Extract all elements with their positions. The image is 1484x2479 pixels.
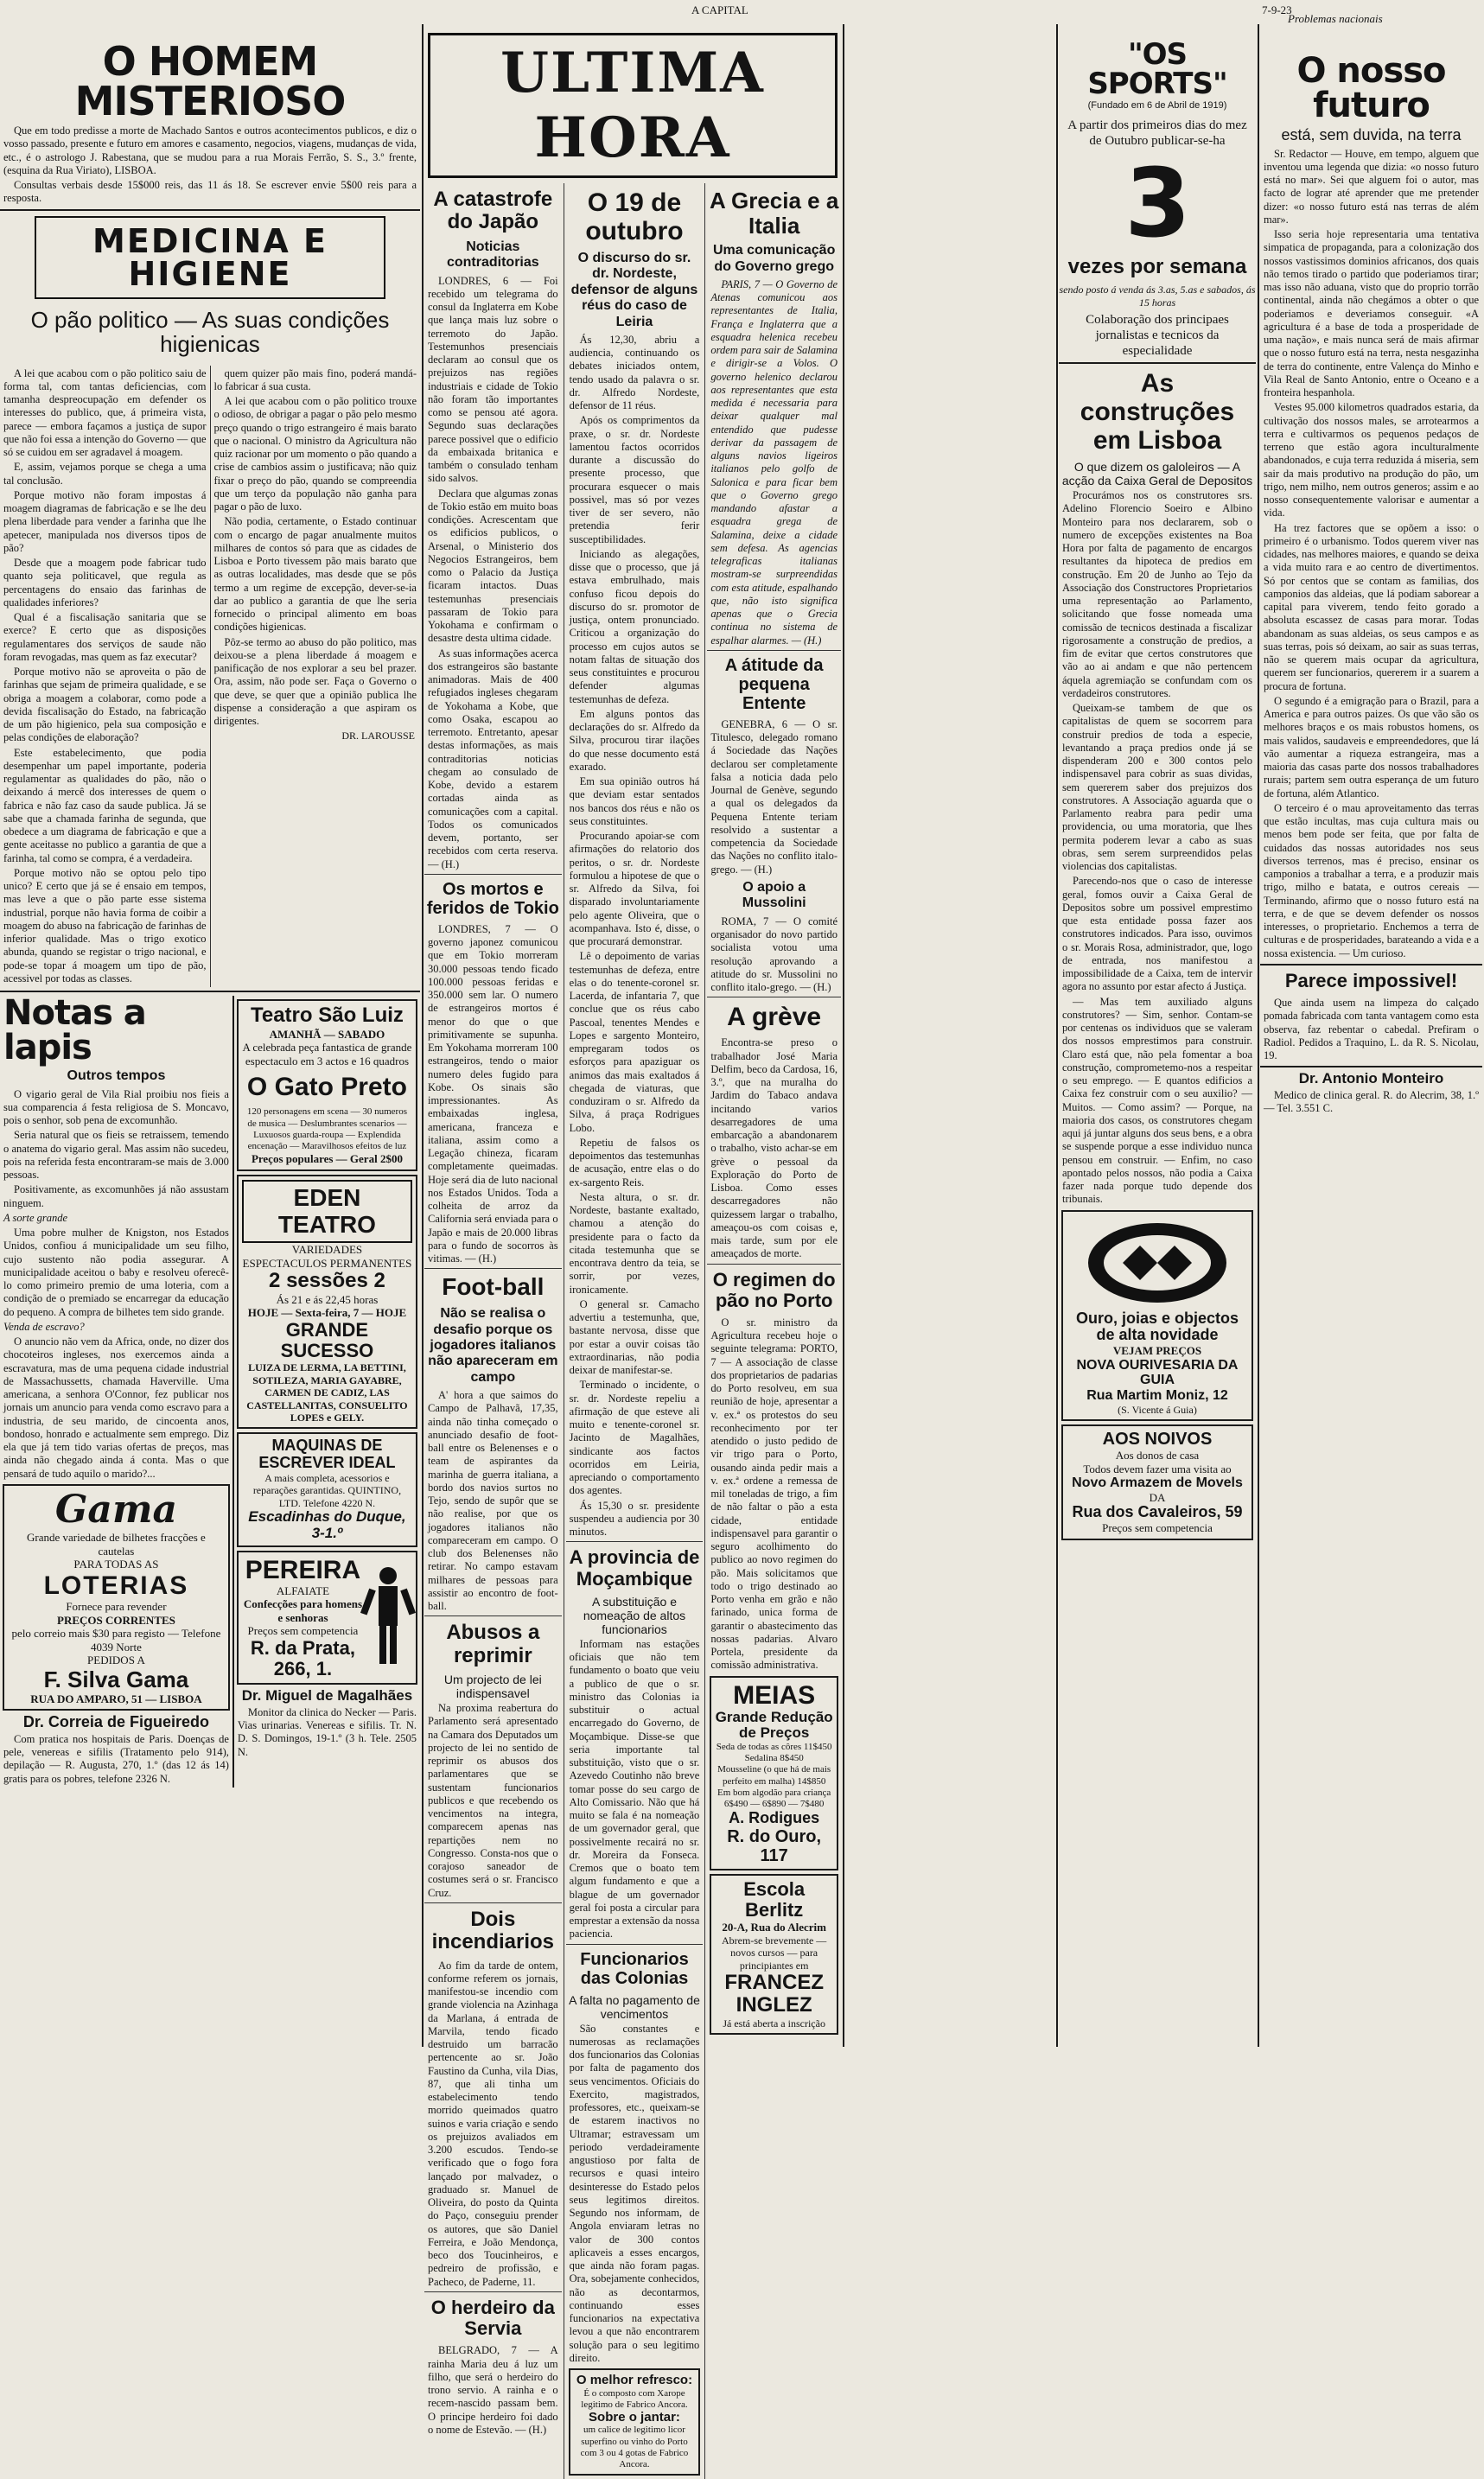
venda-label: Venda de escravo? — [3, 1320, 85, 1333]
gama-logo: Gama — [54, 1487, 178, 1532]
mocambique-p: Informam nas estações oficiais que não tem fundamento o boato que veiu a publico de que o sr. ministro das Colonias ia substituir o actual encarregado do Governo, de Moçambique. Disse-se que seria importante tal substituição, visto que o sr. Azevedo Coutinho não breve tomar posse do seu cargo de Alto Comissario. Não que há muito se fala é na nomeação de um governador geral, que possivelmente recairá no sr. dr. Moreira da Fonseca. Cremos que o boato tem algum fundamento e que a blague de um governador geral foi posta a circular para emprestar a extensão da nossa paciencia. — [569, 1637, 700, 1941]
futuro-p1: Sr. Redactor — Houve, em tempo, alguem que inventou uma legenda que dizia: «o nosso futuro está no mar». Sei que alguem foi o autor, mas facto de lograr até aprender que me pretender dizer: «o nosso futuro está nas terras de além mar». — [1264, 147, 1479, 226]
jewelry-logo-icon — [1067, 1215, 1248, 1310]
gama-l7: PEDIDOS A — [87, 1654, 145, 1667]
notas-p3: Positivamente, as excomunhões já não assustam ninguem. — [3, 1183, 229, 1209]
japao-p3: As suas informações acerca dos estrangeiros são bastante animadoras. Mais de 400 refugiados ingleses chegaram de Yokohama a Kobe, que como Osaka, escapou ao terremoto. Entretanto, apesar destas informações, as mais contraditorias noticias chegam ao consulado de Kobe, devido a estarem cortadas ainda as comunicações com a capital. Todos os comunicados devem, portanto, ser recebidos com certa reserva. — (H.) — [428, 647, 558, 870]
outubro-p10: O general sr. Camacho advertiu a testemunha, que, bastante nervosa, disse que por estar a ouvir coisas tão extraordinarias, não podia deixar de manifestar-se. — [569, 1297, 700, 1377]
divider — [424, 1268, 562, 1269]
outubro-p8: Repetiu de falsos os depoimentos das testemunhas de acusação, entre elas o do ex-sargento Reis. — [569, 1136, 700, 1189]
col5-kicker: Problemas nacionais — [1288, 12, 1383, 25]
futuro-p4: Ha trez factores que se opõem a isso: o primeiro é o urbanismo. Todos querem viver nas cidades, nas melhores maiores, e quando se deixa a vida muito rara e ao centro de divertimentos. Só por centos que se contam as familias, dos camponios das aldeias, que lá podiam saborear a capital para viverem, tendo feito gorado a absoluta escassez de casas para morar. Todas abandonam as suas aldeias, os seus campos e as suas terras, pois só deixam, ao sair as suas terras, não se querem mais ocupar da agricultura, querem ser funcionarios, quererem ir a suarem a procura de fortuna. — [1264, 521, 1479, 692]
pao-p3: Porque motivo não foram impostas á moagem diagramas de fabricação e se lhe deu plena liberdade para vender a farinha que lhe apetecer, manipulada nos diversos tipos de pão? — [3, 488, 207, 554]
pao-p6: Porque motivo não se aproveita o pão de farinhas que sejam de primeira qualidade, e se obriga a moagem a colaborar, como pode a devida fiscalisação do Estado, na fabricação de um pão higienico, pela sua composição e pelas condições de elaboração? — [3, 666, 207, 744]
futuro-p5: O segundo é a emigração para o Brazil, para a America e para outros paizes. Os que vão são os melhores braços e os mais robustos homens, os mais validos, saudaveis e empreendedores, que lá vão aumentar a riqueza estrangeira, mas a maioria das casas parte dos nossos trabalhadores rurais; partem sem outra esperança de um futuro de fortuna, além Atlantico. — [1264, 694, 1479, 800]
sports-l4: Colaboração dos principaes jornalistas e tecnicos da especialidade — [1086, 313, 1229, 359]
sorte-label: A sorte grande — [3, 1211, 68, 1224]
berlitz-l2: Abrem-se brevemente — novos cursos — para principiantes em — [722, 1934, 827, 1972]
correia-text: Com pratica nos hospitais de Paris. Doenças de pele, venereas e sifilis (Tratamento pelo 914), depilação — R. Augusta, 270, 1.º (das 12 ás 14) gratis para os pobres, telefone 2326 N. — [3, 1732, 229, 1785]
impossivel-title: Parece impossivel! — [1284, 969, 1458, 991]
dois-p: Ao fim da tarde de ontem, conforme referem os jornais, manifestou-se incendio com grande violencia na Azinhaga da Marlana, á entrada de Marvila, tendo ficado destruido um barracão pertencente ao sr. João Faustino da Cunha, vila Dias, 87, que ali tinha um estabelecimento tendo morrido queimados quatro suinos e varia criação e sendo os prejuizos avaliados em 3.200 escudos. Tendo-se verificado que o fogo fora lançado por malvadez, o graduado sr. Manuel de Oliveira, do posto da Quinta do Paço, conseguiu prender os autores, que são Daniel Ferreira, e João Mendonça, beco dos Toucinheiros, e pedreiro de profissão, e Pacheco, de Paderne, 11. — [428, 1959, 558, 2288]
homem-misterioso-title: O HOMEM MISTERIOSO — [74, 38, 346, 124]
monteiro-title: Dr. Antonio Monteiro — [1298, 1070, 1444, 1087]
divider — [566, 1944, 704, 1945]
berlitz-title: Escola Berlitz — [743, 1877, 806, 1921]
japao-p2: Declara que algumas zonas de Tokio estão em muito boas condições. Acrescentam que os edificios publicos, o Arsenal, o Ministerio dos Negocios Estrangeiros, bem como o Palacio da Justiça ficaram intactos. Duas testemunhas presenciais passaram de Tokio para Yokohama e confirmam o desastre desta ultima cidade. — [428, 487, 558, 645]
outubro-p1: Ás 12,30, abriu a audiencia, continuando os debates iniciados ontem, tendo usado da palavra o sr. dr. Alfredo Nordeste, defensor de 11 réus. — [569, 333, 700, 412]
homem-intro: Que em todo predisse a morte de Machado Santos e outros acontecimentos publicos, e diz o vosso passado, presente e futuro em amores e casamento, negocios, viagens, mudanças de vida, etc., é o astrologo J. Rabestana, que se mudou para a rua Morais Ferrão, S. S., 3.º frente, (esquina da Rua Viriato), LISBOA. — [3, 124, 417, 176]
football-title: Foot-ball — [442, 1273, 545, 1301]
futuro-p3: Vestes 95.000 kilometros quadrados estaria, da cultivação dos nossos males, se arrotearmos a terra e cultivarmos os pequenos pedaços de terreno que estão agora inculturalmente abandonados, e cuja terra reduzida á miseria, sem sair da mais produtivo na produção do pão, um trigo, nem milho, nem outros generos; assim e ao nosso consequentemente valorisar e aumentar a vida. — [1264, 401, 1479, 519]
column-rule — [1258, 24, 1259, 2047]
maquinas-title: MAQUINAS DE ESCREVER IDEAL — [258, 1437, 396, 1472]
meias-l3: Mousseline (o que há de mais perfeito em malha) 14$850 — [717, 1764, 831, 1787]
meias-l6: R. do Ouro, 117 — [727, 1826, 822, 1865]
mussolini-title: O apoio a Mussolini — [742, 879, 806, 911]
construcoes-p1: Procurámos nos os construtores srs. Adelino Florencio Soeiro e Albino Monteiro para nos declararem, sob o numero de excepções existentes na Boa Hora por falta de pagamento de encargos resultantes da hipoteca de predios em construção. Em 20 de Junho ao Tejo da Associação dos Constructores Proprietarios uma representação ao Parlamento, solicitando que fosse nomeada uma comissão de tecnicos destinada a fiscalizar rigorosamente a construção de predios, a fim de evitar que certos construtores que vão ao ai andam e que não pertencem áquela agremiação se confundam com os verdadeiros construtores. — [1062, 489, 1252, 699]
berlitz-l4: INGLEZ — [736, 1993, 812, 2017]
mocambique-sub: A substituição e nomeação de altos funcionarios — [583, 1594, 686, 1636]
noivos-l3: Todos devem fazer uma visita ao — [1083, 1462, 1232, 1475]
pao-title: O pão politico — As suas condições higienicas — [30, 306, 390, 358]
construcoes-p4: — Mas tem auxiliado alguns construtores? — Sim, senhor. Contam-se por centenas os individuos que se valeram dos nossos emprestimos para construir. Claro está que, não pela fomentar a boa construção, comprometemo-nos a respeitar o seu emprego. — E quantos edificios a Caixa fez construir com o seu auxilio? — Muitos. — Como assim? — Porque, na maioria dos casos, os construtores chegam aqui já juntar alguns dos seus bens, e a obra se suspende porque a esse individuo nunca pensou em construir. — Enfim, no caso apontado pelos nossos, não podia a Caixa fazer nada porque tudo depende dos tribunais. — [1062, 995, 1252, 1206]
football-sub: Não se realisa o desafio porque os jogadores italianos não apareceram em campo — [428, 1306, 558, 1385]
page-number: 7-9-23 — [1262, 3, 1292, 16]
column-6 — [1260, 24, 1482, 2057]
meias-ad — [710, 1676, 838, 1870]
outubro-p5: Em sua opinião outros há que deviam estar sentados nos bancos dos réus e não os seus constituintes. — [569, 775, 700, 827]
divider — [1260, 964, 1482, 965]
column-5 — [1059, 24, 1256, 2057]
pao-r3: Não podia, certamente, o Estado continuar com o encargo de pagar anualmente muitos milhares de contos só para que as cidades de Lisboa e Porto tivessem pão mais barato que as outras localidades, mas desde que se pôs termo a um regime de excepção, dever-se-ia dar ao publico a garantia de que lhe seria fornecido o principal alimento em boas condições higienicas. — [213, 515, 417, 634]
abusos-sub: Um projecto de lei indispensavel — [443, 1673, 542, 1701]
ourivesaria-l4: Rua Martim Moniz, 12 — [1086, 1388, 1228, 1404]
gama-l4: Fornece para revender — [66, 1600, 167, 1613]
outubro-p9: Nesta altura, o sr. dr. Nordeste, bastante exaltado, chamou a atenção do presidente para o facto da citada testemunha que se encontrava dentro da teia, se sorrir, por vezes, ironicamente. — [569, 1190, 700, 1296]
dois-title: Dois incendiarios — [431, 1907, 555, 1954]
pao-columns — [0, 366, 420, 988]
ourivesaria-l5: (S. Vicente á Guia) — [1118, 1403, 1197, 1416]
construcoes-sub: O que dizem os galoleiros — A acção da Caixa Geral de Depositos — [1061, 460, 1253, 488]
divider — [424, 1615, 562, 1616]
japao-column — [424, 183, 564, 2479]
noivos-l6: Rua dos Cavaleiros, 59 — [1072, 1503, 1243, 1521]
meias-l1: Seda de todas as côres 11$450 — [716, 1742, 832, 1752]
maquinas-ad — [237, 1432, 417, 1546]
teatro-extra: 120 personagens em scena — 30 numeros de musica — Deslumbrantes scenarios — Luxuosos guarda-roupa — Explendida encenação — Maravilhosos efeitos de luz — [246, 1106, 407, 1151]
meias-title: MEIAS — [733, 1680, 816, 1710]
pereira-text — [242, 1556, 364, 1680]
teatro-title: Teatro São Luiz — [250, 1004, 404, 1028]
futuro-title: O nosso futuro — [1296, 51, 1446, 125]
column-1 — [0, 24, 420, 2057]
pao-p2: E, assim, vejamos porque se chega a uma tal conclusão. — [3, 461, 207, 487]
monteiro-text: Medico de clinica geral. R. do Alecrim, 38, 1.º — Tel. 3.551 C. — [1264, 1089, 1479, 1115]
teatro-desc: A celebrada peça fantastica de grande espectaculo em 3 actos e 16 quadros — [242, 1041, 412, 1067]
pao-right — [210, 366, 421, 988]
noivos-l2: Aos donos de casa — [1115, 1449, 1200, 1463]
outubro-p7: Lê o depoimento de varias testemunhas de defeza, entre elas o do tenente-coronel sr. Lacerda, de infantaria 7, que conclue que os réus cabo Pascoal, tenentes Mendes e Lopes e sargento Monteiro, empregaram todos os esforços para apaziguar os animos das mais exaltados á chegada de viaturas, que conduziram o sr. Alfredo da Silva, á praça Rodrigues Lobo. — [569, 950, 700, 1134]
construcoes-title: As construções em Lisboa — [1080, 369, 1235, 456]
entente-p: GENEBRA, 6 — O sr. Titulesco, delegado romano á Sociedade das Nações declarou ser completamente falsa a noticia dada pelo Journal de Genève, segundo a qual os delegados da Pequena Entente teriam resolvido a sustentar a competencia da Sociedade das Nações no conflito italo-grego. — (H.) — [710, 717, 838, 876]
pao-signature: DR. LAROUSSE — [341, 730, 415, 742]
pereira-l2: Confecções para homens e senhoras — [243, 1597, 363, 1624]
notas-column — [0, 993, 232, 1788]
ads-column — [232, 996, 420, 1788]
noivos-ad — [1061, 1424, 1253, 1540]
berlitz-l1: 20-A, Rua do Alecrim — [722, 1921, 826, 1934]
meias-l5: A. Rodigues — [729, 1809, 820, 1827]
gama-ad — [3, 1484, 230, 1711]
gama-l8: F. Silva Gama — [43, 1666, 189, 1692]
jantar-title: Sobre o jantar: — [589, 2409, 680, 2425]
correia-title: Dr. Correia de Figueiredo — [22, 1713, 209, 1731]
pao-p7: Este estabelecimento, que podia desempenhar um papel importante, poderia regulamentar as qualidades do pão, não o deixando á mercê dos interesses de quem o fabrica e não faz caso da saude publica. Já se sabe que a chamada farinha de segunda, que obedece a um diagrama de fabricação e que a gente aceitasse no publico a garantia de que a farinha, tal como se compra, é a verdadeira. — [3, 746, 207, 864]
divider — [707, 650, 841, 651]
ourivesaria-l1: Ouro, joias e objectos de alta novidade — [1075, 1309, 1239, 1344]
refresco-ad — [569, 2368, 701, 2476]
notas-p1: O vigario geral de Vila Rial proibiu nos fieis a sua comparencia á festa religiosa de S. Moncavo, pois o senhor, sob pena de excomunhão. — [3, 1087, 229, 1127]
outubro-p3: Iniciando as alegações, disse que o processo, que já estava embrulhado, mais confuso ficou depois do discurso do sr. promotor de justiça, ontem pronunciado. Criticou a organização do processo em cujos autos se notam faltas de situação dos seus constituintes e procurou defender algumas testemunhas de defeza. — [569, 547, 700, 705]
notas-sub: Outros tempos — [67, 1068, 166, 1084]
berlitz-l5: Já está aberta a inscrição — [723, 2017, 825, 2030]
medicina-title: MEDICINA E HIGIENE — [92, 221, 328, 293]
noivos-l5: DA — [1149, 1490, 1166, 1504]
mortos-title: Os mortos e feridos de Tokio — [426, 879, 559, 918]
outubro-title: O 19 de outubro — [585, 188, 684, 245]
herdeiro-p: BELGRADO, 7 — A rainha Maria deu á luz um filho, que será o herdeiro do trono servio. A rainha e o recem-nascido passam bem. O principe herdeiro foi dado o nome de Estevão. — (H.) — [428, 2344, 558, 2436]
medicina-box — [35, 216, 385, 299]
mussolini-p: ROMA, 7 — O comité organisador do novo partido socialista votou uma resolução aprovando a atitude do sr. Mussolini no conflito italo-grego. — (H.) — [710, 914, 838, 993]
meias-sub: Grande Redução de Preços — [715, 1708, 833, 1742]
page-header — [0, 0, 1484, 25]
eden-title: EDEN TEATRO — [242, 1180, 412, 1244]
berlitz-ad — [710, 1874, 838, 2035]
grecia-sub: Uma comunicação do Governo grego — [712, 243, 836, 274]
teatro-ad — [237, 999, 417, 1171]
eden-l3: 2 sessões 2 — [269, 1269, 385, 1293]
venda-p: O anuncio não vem da Africa, onde, no dizer dos chocoteiros ingleses, nos exercemos ainda a escravatura, mas de uma pequena cidade industrial de Massachussetts, chamada Haverville. Uma americana, a senhora O'Connor, fez publicar nos jornais um anuncio para venda como escravo para a industria, de seu marido, de cincoenta anos, bondoso, honrado e actualmente sem emprego. Diz ela que já tem tido varias ofertas de preços, mas ainda não chegado ainda á conta. Mas o que pensará de tudo aquilo o marido?... — [3, 1335, 229, 1480]
divider — [0, 209, 420, 211]
divider — [0, 991, 420, 992]
maquinas-l1: A mais completa, acessorios e reparações garantidas. QUINTINO, LTD. Telefone 4220 N. — [252, 1471, 402, 1509]
outubro-column — [564, 183, 705, 2479]
eden-l7: LUIZA DE LERMA, LA BETTINI, SOTILEZA, MARIA GAYABRE, CARMEN DE CADIZ, LAS CASTELLANITAS, CONSUELITO LOPES e GELY. — [246, 1361, 408, 1424]
sorte-p: Uma pobre mulher de Knigston, nos Estados Unidos, confiou á municipalidade um seu filho, cujo sustento não podia assegurar. A municipalidade aceitou o baby e resolveu oferecê-lo como primeiro premio de uma loteria, com a condição de o premiado se encarregar da educação do pequeno. A compra de bilhetes tem sido grande. — [3, 1227, 229, 1318]
pao-r2: A lei que acabou com o pão politico trouxe o odioso, de obrigar a pagar o pão pelo mesmo preço quando o trigo estrangeiro é mais barato que o nacional. O ministro da Agricultura não quiz racionar por um momento o pão quando a crise de cambios assim o justificava; não quiz fixar o preço do pão, quando se compreendia que um terço da população não ganha para pagar o pão de luxo. — [213, 395, 417, 513]
notas-p2: Seria natural que os fieis se retraissem, temendo o anatema do vigario geral. Mas assim não sucedeu, pois na referida festa encontraram-se mais de 3.000 pessoas. — [3, 1129, 229, 1182]
outubro-sub: O discurso do sr. dr. Nordeste, defensor de alguns réus do caso de Leiria — [570, 251, 698, 329]
grecia-column — [704, 183, 841, 2479]
football-p: A' hora a que saimos do Campo de Palhavã, 17,35, ainda não tinha começado o anunciado desafio de foot-ball entre os Belenenses e o team de aspirantes da marinha de guerra italiana, a bordo dos navios surtos no Tejo, sendo de supôr que se não realise, por que os jogadores italianos não compareceram em campo. O club dos Belenenses não retirar. No campo estavam milhares de pessoas para assistir ao encontro de foot-ball. — [428, 1389, 558, 1613]
divider — [424, 874, 562, 875]
pao-p4: Desde que a moagem pode fabricar tudo quanto seja politicavel, que regula as percentagens do ensaio das farinhas de qualidades inferiores? — [3, 557, 207, 609]
japao-title: A catastrofe do Japão — [433, 188, 553, 234]
eden-l4: Ás 21 e ás 22,45 horas — [276, 1292, 379, 1306]
sports-number: 3 — [1124, 148, 1190, 258]
japao-sub: Noticias contraditorias — [446, 239, 539, 271]
sports-sub: (Fundado em 6 de Abril de 1919) — [1087, 100, 1227, 111]
regimen-title: O regimen do pão no Porto — [712, 1268, 836, 1311]
mocambique-title: A provincia de Moçambique — [569, 1546, 700, 1590]
magalhaes-title: Dr. Miguel de Magalhães — [241, 1687, 413, 1705]
eden-ad — [237, 1175, 417, 1430]
outubro-p12: Ás 15,30 o sr. presidente suspendeu a audiencia por 30 minutos. — [569, 1499, 700, 1539]
teatro-prices: Preços populares — Geral 2$00 — [251, 1152, 403, 1166]
column-rule — [843, 24, 844, 2047]
japao-p1: LONDRES, 6 — Foi recebido um telegrama do consul da Inglaterra em Kobe que lança mais luz sobre o terremoto do Japão. Testemunhos presenciais declaram ao consul que os prejuizos nas regiões industriais e cidade de Tokio não foram tão importantes como se pensou até agora. Segundo suas declarações parece possivel que o edificio da embaixada britanica e também o consulado tenham sido salvos. — [428, 274, 558, 485]
sports-l1: A partir dos primeiros dias do mez de Outubro publicar-se-ha — [1067, 118, 1247, 148]
impossivel-p: Que ainda usem na limpeza do calçado pomada fabricada com tanta vantagem como esta observa, faz rebentar o cabedal. Prefiram o Radiol. Pedidos a Traquino, L. da R. S. Nicolau, 19. — [1264, 997, 1479, 1062]
pereira-row — [242, 1556, 412, 1680]
column-2 — [424, 24, 841, 2470]
divider — [1059, 362, 1256, 364]
column-rule — [422, 24, 424, 2047]
greve-p: Encontra-se preso o trabalhador José Maria Delfim, beco da Cardosa, 16, 3.º, que na muralha do Jardim do Tabaco andava incitando varios desarregadores de uma embarcação a abandonarem o trabalho, visto achar-se em grève o pessoal da Exploração do Porto de Lisboa. Como esses descarregadores não quizessem largar o trabalho, ameaçou-os com coisas e, mais tarde, sum por ele ameaçados de morte. — [710, 1036, 838, 1260]
col1-lower — [0, 993, 420, 1788]
divider — [707, 1264, 841, 1265]
outubro-p6: Procurando apoiar-se com afirmações do relatorio dos peritos, o sr. dr. Nordeste formulou a hipotese de que o sr. Alfredo da Silva, foi disparado involuntariamente pelo agente Oliveira, que o acompanhava. Isto é, disse, o que procurará demonstrar. — [569, 830, 700, 948]
refresco-text: É o composto com Xarope legitimo de Fabrico Ancora. — [581, 2387, 688, 2410]
construcoes-p3: Parecendo-nos que o caso de interesse geral, fomos ouvir a Caixa Geral de Depositos sobre um possivel emprestimo que esta entidade possa fazer aos construtores indicados. Para isso, ouvimos o sr. Morais Rosa, administrador, que, logo de entrada, nos manifestou a impossibilidade de a Caixa, tem de intervir agora no assunto por estar afecto á Justiça. — [1062, 875, 1252, 993]
homem-price: Consultas verbais desde 15$000 reis, das 11 ás 18. Se escrever envie 5$00 reis para a resposta. — [3, 179, 417, 205]
berlitz-l3: FRANCEZ — [724, 1971, 824, 1995]
ourivesaria-l3: NOVA OURIVESARIA DA GUIA — [1076, 1357, 1239, 1388]
abusos-p: Na proxima reabertura do Parlamento será apresentado na Camara dos Deputados um projecto de lei no sentido de reprimir os abusos dos parlamentares que se sustentam funcionarios publicos e que recebendo os vencimentos na integra, comparecem apenas nas repartições nem no Congresso. Consta-nos que o corajoso saneador de costumes será o sr. Francisco Cruz. — [428, 1702, 558, 1899]
divider — [1260, 1066, 1482, 1067]
noivos-l4: Novo Armazem de Movels — [1072, 1475, 1243, 1491]
gama-l1: Grande variedade de bilhetes fracções e cautelas — [27, 1531, 206, 1558]
pao-p5: Qual é a fiscalisação sanitaria que se exerce? E certo que as disposições regulamentares dos serviços de saude não foram revogadas, mas quem as faz executar? — [3, 611, 207, 663]
maquinas-l2: Escadinhas do Duque, 3-1.º — [248, 1508, 406, 1541]
mortos-p: LONDRES, 7 — O governo japonez comunicou que em Tokio morreram 30.000 pessoas tendo ficado 100.000 pessoas feridas e 350.000 sem lar. O numero de estrangeiros mortos é menor do que o que primitivamente se supunha. Em Yokohama morreram 100 estrangeiros, tendo o maior numero deles fugido para Kobe. Os sinais são impressionantes. As embaixadas inglesa, americana, franceza e italiana, assim como a Legação chineza, ficaram completamente queimadas. Hoje será dia de luto nacional nos Estados Unidos. Toda a colheita de arroz da California será enviada para o Japão e mais de 20.000 libras para o fundo de socorros às vitimas. — (H.) — [428, 922, 558, 1265]
funcionarios-title: Funcionarios das Colonias — [580, 1949, 689, 1988]
ourivesaria-l2: VEJAM PREÇOS — [1112, 1344, 1202, 1358]
outubro-p4: Em alguns pontos das declarações do sr. Alfredo da Silva, procurou tirar ilações do que nesse documento está exarado. — [569, 707, 700, 773]
grecia-title: A Grecia e a Italia — [709, 188, 839, 239]
pereira-l4: R. da Prata, 266, 1. — [250, 1636, 355, 1680]
center-subcolumns — [424, 183, 841, 2479]
pereira-l3: Preços sem competencia — [247, 1624, 359, 1638]
grecia-p: PARIS, 7 — O Governo de Atenas comunicou aos representantes de Italia, França e Inglaterra que a esquadra helenica recebeu ordem para sair de Salamina e dirigir-se a Volos. O governo helenico declarou aos representantes que esta medida é necessaria para deixar qualquer mal entendido que pudesse derivar da passagem de alguns navios ligeiros italianos pelo golfo de Salonica e para ficar bem que o Governo grego mandando afastar a esquadra grega de Salamina, deixe a cidade sem defesa. As agencias telegraficas italianas mostram-se surpreendidas com esta atitude, espalhando que, não isto significa apenas que o Grecia continua no sistema de espalhar alarmes. — (H.) — [710, 277, 838, 647]
eden-l2: ESPECTACULOS PERMANENTES — [242, 1256, 412, 1270]
ultima-hora-masthead — [428, 33, 838, 178]
eden-l5: HOJE — Sexta-feira, 7 — HOJE — [247, 1306, 407, 1320]
entente-title: A átitude da pequena Entente — [724, 655, 824, 713]
magalhaes-text: Monitor da clinica do Necker — Paris. Vias urinarias. Venereas e sifilis. Tr. N. D. S. Domingos, 19-1.º (3 h. Tele. 2505 N. — [237, 1705, 417, 1758]
teatro-date: AMANHÃ — SABADO — [269, 1027, 385, 1041]
sports-title: "OS SPORTS" — [1087, 37, 1227, 101]
futuro-p6: O terceiro é o mau aproveitamento das terras que estão incultas, mas cuja cultura mais ou menos bem pode ser feita, que por falta de cuidados das nossas autoridades nos seus diversos terrenos, mas é preciso, ensinar os camponios a trabalhar a terra, e a produzir mais trigo, milho e batata, e outros cereais — Terminando, afirmo que o nosso futuro está na terra, e de que se devem defender os nossos interesses, o proprietario. Enchemos a terra de culturas e de prosperidades, barateando a vida e a nossa existencia. — Um curioso. — [1264, 801, 1479, 959]
pao-r1: quem quizer pão mais fino, poderá mandá-lo fabricar á sua custa. — [213, 366, 417, 392]
construcoes-p2: Queixam-se tambem de que os capitalistas de quem se socorrem para construir predios de toda a especie, levantando a praça predios onde já se dispenderam 200 e 300 contos pelo indispensavel para cobrir as suas dividas, sem quererem saber dos prejuizos dos construtores. A Associação aguarda que o Parlamento reabra para pedir uma providencia, ou uma moratoria, que lhes permita poderem levar a cabo as suas obras, sem serem surpreendidos pelas violencias dos capitalistas. — [1062, 702, 1252, 873]
outubro-p2: Após os comprimentos da praxe, o sr. dr. Nordeste lamentou factos ocorridos durante a discussão do presente processo, que procurara esquecer o mais possivel, mas só por vezes tiver de ser severo, não pretendia ferir susceptibilidades. — [569, 414, 700, 545]
sports-l2: vezes por semana — [1067, 255, 1247, 278]
gama-l9: RUA DO AMPARO, 51 — LISBOA — [30, 1692, 202, 1705]
abusos-title: Abusos a reprimir — [446, 1621, 540, 1667]
greve-title: A grève — [727, 1003, 822, 1032]
outubro-p11: Terminado o incidente, o sr. dr. Nordeste repeliu a afirmação de que esteve ali muito e tenente-coronel sr. Jacinto de Magalhães, sindicante aos factos ocorridos em Leiria, apreciando o comportamento dos agentes. — [569, 1379, 700, 1497]
noivos-l7: Preços sem competencia — [1102, 1521, 1213, 1535]
refresco-title: O melhor refresco: — [576, 2373, 693, 2388]
pao-p1: A lei que acabou com o pão politico saiu de forma tal, com tantas deficiencias, com tamanha despreocupação em defender os interesses do publico, que, á primeira vista, parece — embora façamos a justiça de supor que não foi essa a intenção do Governo — que só se cuidou em ser agradavel á moagem. — [3, 366, 207, 459]
regimen-p: O sr. ministro da Agricultura recebeu hoje o seguinte telegrama: PORTO, 7 — A associação de classe dos proprietarios de padarias do Porto resolveu, em sua reunião de hoje, apresentar a v. ex.ª os protestos do seu reconhecimento por ter atendido o justo pedido de vir trigo para o Porto, ousando ainda pedir mais a v. ex.ª ordene a remessa de mil toneladas de trigo, a fim de não faltar o pão a esta cidade, entidade indispensavel para garantir o seguro acolhimento do publico ao novo regimen do pão. Mais solicitamos que todo o trigo destinado ao Porto venha em grão e não farinado, unica forma de garantir o abastecimento das nossas padarias. Alvaro Portela, presidente da comissão administrativa. — [710, 1316, 838, 1672]
jantar-text: um calice de legitimo licor superfino ou vinho do Porto com 3 ou 4 gotas de Fabrico Ancora. — [580, 2425, 689, 2470]
eden-l1: VARIEDADES — [291, 1243, 363, 1257]
pereira-ad — [237, 1551, 417, 1686]
pereira-l1: ALFAIATE — [276, 1584, 330, 1597]
futuro-p2: Isso seria hoje representaria uma tentativa simpatica de propaganda, para a colonização dos nossos vastissimos dominios africanos, dos quais não temos tirado o partido que poderiamos tirar; mas isso não aduana, visto que do proprio torrão continental, ainda não chegámos a obter o que poderiamos e deveriamos conseguir. «A agricultura é a base de toda a prosperidade de uma nação», e mais nunca será de mais afirmar que o nosso futuro está na terra, nesta nesgazinha de terra do continente, entre Valença do Minho e Vila Real de Santo Antonio, entre o Oceano e a fronteira hespanhola. — [1264, 228, 1479, 399]
sports-l3: sendo posto á venda ás 3.as, 5.as e sabados, ás 15 horas — [1059, 284, 1256, 309]
pao-r4: Pôz-se termo ao abuso do pão politico, mas deixou-se a plena liberdade á moagem e panificação de nos explorar a seu bel prazer. Ora, assim, não pode ser. Faça o Governo o que deve, se quer que a opinião publica lhe dispense a consideração a que aspiram os dirigentes. — [213, 635, 417, 728]
gama-l6: pelo correio mais $30 para registo — Telefone 4039 Norte — [11, 1627, 221, 1654]
pao-p8: Porque motivo não se optou pelo tipo unico? E certo que já se é ensaio em tempos, mas leve a que o pão parte esse sistema industrial, porque não havia forma de coibir a moagem do abuso na fabricação de farinhas de inferior qualidade. Mas o trigo exotico abunda, quando se registar o trigo nacional, e pode-se topar á moagem um tipo de pão, acessivel por todas as classes. — [3, 866, 207, 985]
column-rule — [1056, 24, 1058, 2047]
eden-l6: GRANDE SUCESSO — [280, 1319, 374, 1362]
ourivesaria-ad — [1061, 1210, 1253, 1421]
notas-title: Notas a lapis — [3, 993, 146, 1068]
gama-l5: PREÇOS CORRENTES — [57, 1613, 175, 1627]
divider — [566, 1541, 704, 1542]
masthead-title: ULTIMA HORA — [500, 41, 765, 170]
teatro-play: O Gato Preto — [246, 1073, 407, 1102]
divider — [424, 2291, 562, 2292]
gama-l3: LOTERIAS — [43, 1571, 189, 1600]
futuro-sub: está, sem duvida, na terra — [1281, 126, 1462, 143]
gama-l2: PARA TODAS AS — [73, 1558, 159, 1571]
funcionarios-sub: A falta no pagamento de vencimentos — [569, 1992, 700, 2021]
tailor-figure-icon — [364, 1564, 412, 1671]
pao-left — [0, 366, 210, 988]
noivos-l1: AOS NOIVOS — [1102, 1430, 1213, 1450]
herdeiro-title: O herdeiro da Servia — [430, 2296, 555, 2340]
divider — [424, 1902, 562, 1903]
page-mark: A CAPITAL — [691, 3, 748, 16]
pereira-title: PEREIRA — [245, 1555, 361, 1584]
meias-l2: Sedalina 8$450 — [744, 1753, 804, 1764]
meias-l4: Em bom algodão para criança 6$490 — 6$890 — 7$480 — [717, 1787, 831, 1809]
funcionarios-p: São constantes e numerosas as reclamações dos funcionarios das Colonias por falta de pagamento dos seus vencimentos. Oficiais do Exercito, magistrados, professores, etc., queixam-se de estarem inactivos no Ultramar; estravessam um periodo verdadeiramente angustioso por falta de recursos e quasi inteiro desinteresse do Estado pelos seus legitimos direitos. Segundo nos informam, de Angola enviaram letras no valor de 300 contos aplicaveis a esses encargos, que ainda não foram pagas. Ora, sobejamente conhecidos, não as decontarmos, continuando esses funcionarios na expectativa levou a que não encontrarem solução para o seu legitimo direito. — [569, 2022, 700, 2364]
